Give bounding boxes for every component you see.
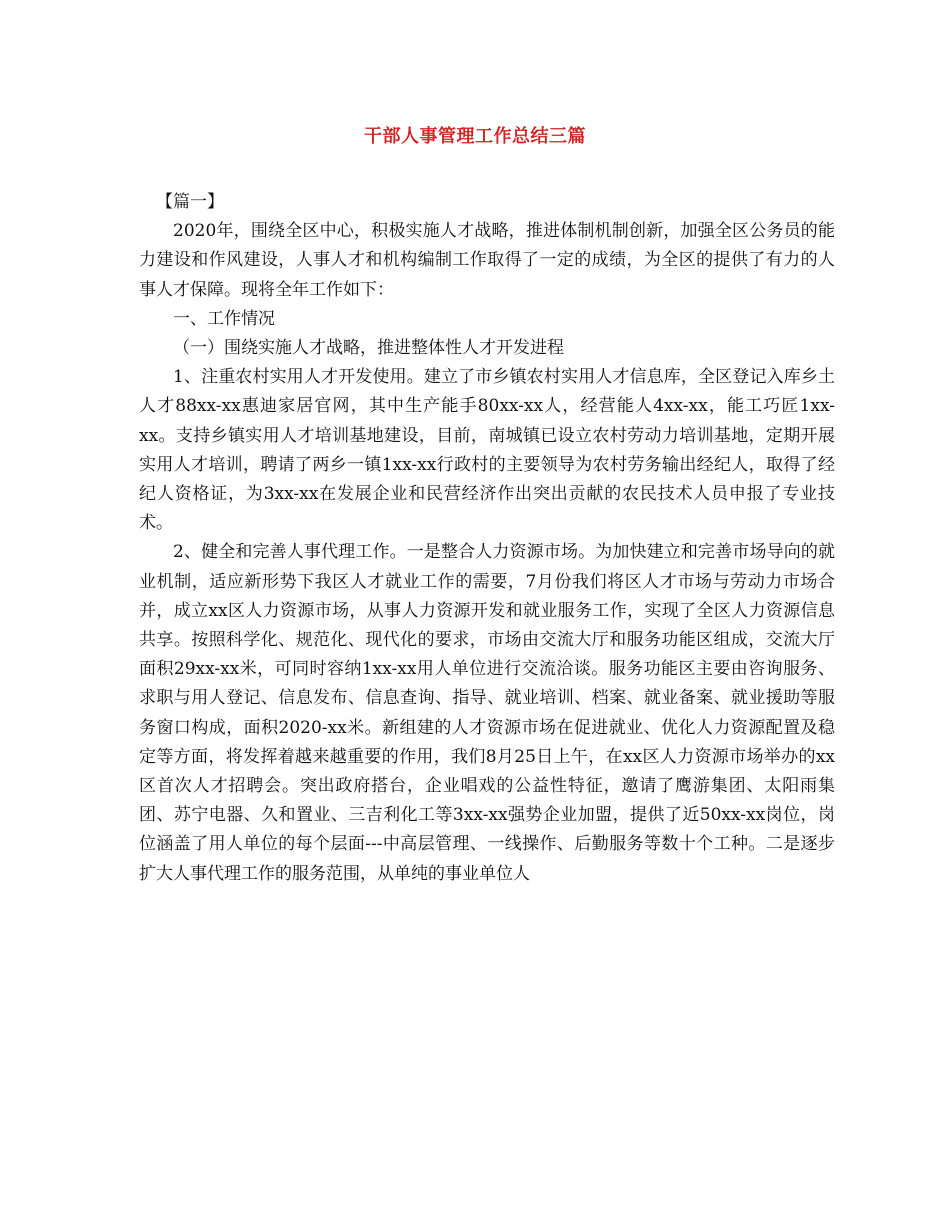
subsection-subheading: （一）围绕实施人才战略，推进整体性人才开发进程 bbox=[173, 338, 564, 359]
document-title: 干部人事管理工作总结三篇 bbox=[364, 126, 586, 147]
document-body bbox=[139, 188, 835, 889]
paragraph-item-2: 2、健全和完善人事代理工作。一是整合人力资源市场。为加快建立和完善市场导向的就业机制，适应新形势下我区人才就业工作的需要，7月份我们将区人才市场与劳动力市场合并，成立xx区人力资源市场，从事人力资源开发和就业服务工作，实现了全区人力资源信息共享。按照科学化、规范化、现代化的要求，市场由交流大厅和服务功能区组成，交流大厅面积29xx-xx米，可同时容纳1xx-xx用人单位进行交流洽谈。服务功能区主要由咨询服务、求职与用人登记、信息发布、信息查询、指导、就业培训、档案、就业备案、就业援助等服务窗口构成，面积2020-xx米。新组建的人才资源市场在促进就业、优化人力资源配置及稳定等方面，将发挥着越来越重要的作用，我们8月25日上午，在xx区人力资源市场举办的xx区首次人才招聘会。突出政府搭台，企业唱戏的公益性特征，邀请了鹰游集团、太阳雨集团、苏宁电器、久和置业、三吉利化工等3xx-xx强势企业加盟，提供了近50xx-xx岗位，岗位涵盖了用人单位的每个层面---中高层管理、一线操作、后勤服务等数十个工种。二是逐步扩大人事代理工作的服务范围，从单纯的事业单位人 bbox=[139, 542, 835, 884]
paragraph-item-1: 1、注重农村实用人才开发使用。建立了市乡镇农村实用人才信息库，全区登记入库乡土人才88xx-xx惠迪家居官网，其中生产能手80xx-xx人，经营能人4xx-xx，能工巧匠1xx-xx。支持乡镇实用人才培训基地建设，目前，南城镇已设立农村劳动力培训基地，定期开展实用人才培训，聘请了两乡一镇1xx-xx行政村的主要领导为农村劳务输出经纪人，取得了经纪人资格证，为3xx-xx在发展企业和民营经济作出突出贡献的农民技术人员申报了专业技术。 bbox=[139, 367, 835, 534]
paragraph-intro: 2020年，围绕全区中心，积极实施人才战略，推进体制机制创新，加强全区公务员的能力建设和作风建设，人事人才和机构编制工作取得了一定的成绩，为全区的提供了有力的人事人才保障。现将全年工作如下： bbox=[139, 221, 835, 300]
subsection-heading: 一、工作情况 bbox=[173, 308, 275, 329]
section-heading: 【篇一】 bbox=[156, 192, 224, 212]
